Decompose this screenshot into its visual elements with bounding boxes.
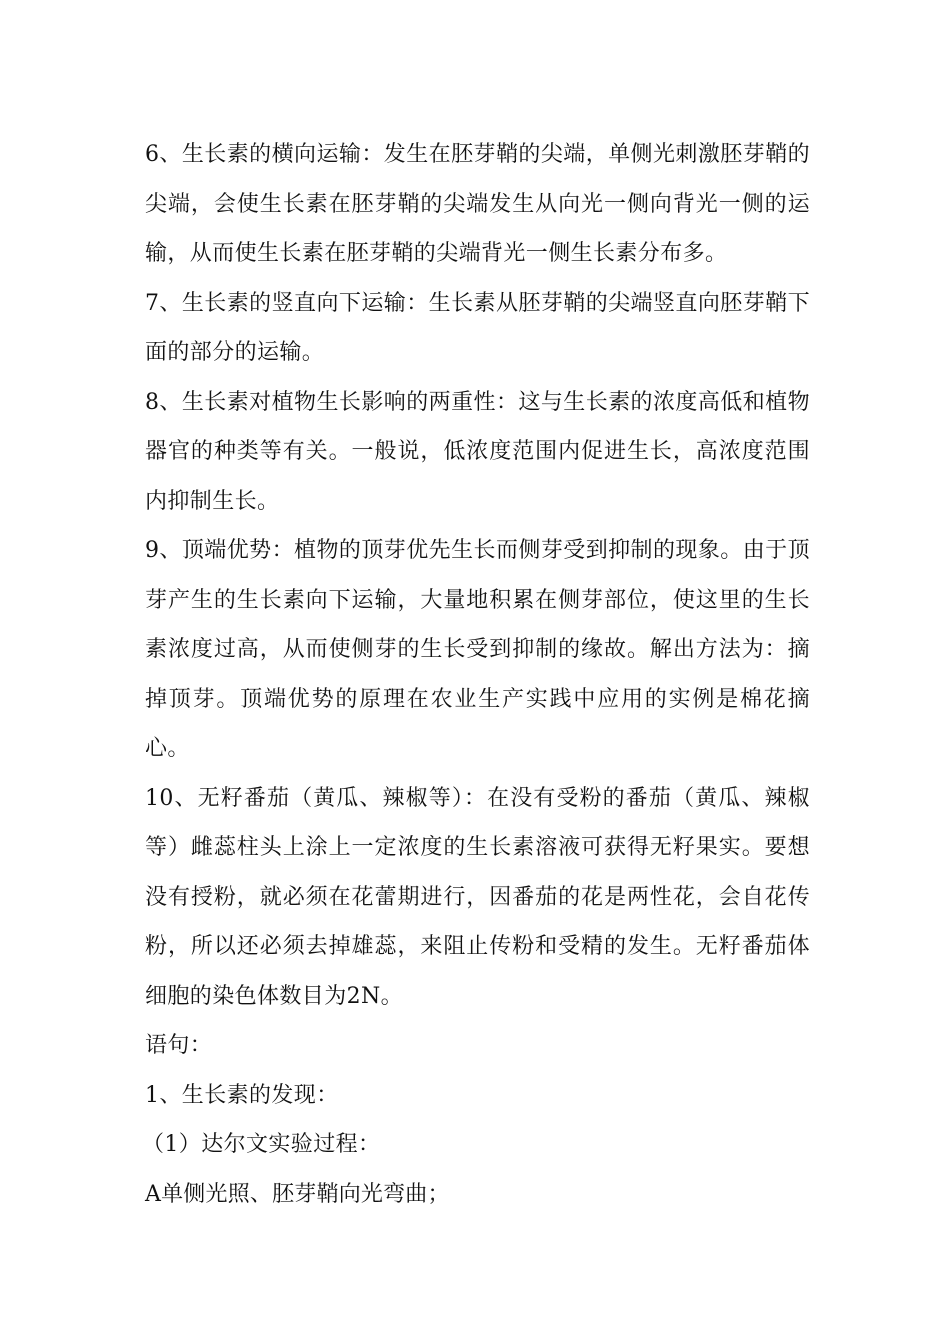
sentence-1-item-a: A单侧光照、胚芽鞘向光弯曲； [145,1181,450,1207]
paragraph-6-lateral-transport: 6、生长素的横向运输：发生在胚芽鞘的尖端，单侧光刺激胚芽鞘的尖端，会使生长素在胚芽鞘的尖端发生从向光一侧向背光一侧的运输，从而使生长素在胚芽鞘的尖端背光一侧生长素分布多。 [145,142,810,266]
sentence-1-darwin-experiment: （1）达尔文实验过程： [142,1132,381,1157]
sentence-1-auxin-discovery: 1、生长素的发现： [145,1082,339,1108]
document-body [142,130,810,1219]
section-heading-sentences: 语句： [145,1033,213,1058]
paragraph-9-apical-dominance: 9、顶端优势：植物的顶芽优先生长而侧芽受到抑制的现象。由于顶芽产生的生长素向下运输，大量地积累在侧芽部位，使这里的生长素浓度过高，从而使侧芽的生长受到抑制的缘故。解出方法为：摘掉顶芽。顶端优势的原理在农业生产实践中应用的实例是棉花摘心。 [145,538,810,761]
paragraph-7-vertical-transport: 7、生长素的竖直向下运输：生长素从胚芽鞘的尖端竖直向胚芽鞘下面的部分的运输。 [145,290,810,365]
paragraph-10-seedless-tomato: 10、无籽番茄（黄瓜、辣椒等）：在没有受粉的番茄（黄瓜、辣椒等）雌蕊柱头上涂上一定浓度的生长素溶液可获得无籽果实。要想没有授粉，就必须在花蕾期进行，因番茄的花是两性花，会自花传粉，所以还必须去掉雄蕊，来阻止传粉和受精的发生。无籽番茄体细胞的染色体数目为2N。 [145,785,810,1009]
paragraph-8-dual-effect: 8、生长素对植物生长影响的两重性：这与生长素的浓度高低和植物器官的种类等有关。一般说，低浓度范围内促进生长，高浓度范围内抑制生长。 [145,389,810,514]
